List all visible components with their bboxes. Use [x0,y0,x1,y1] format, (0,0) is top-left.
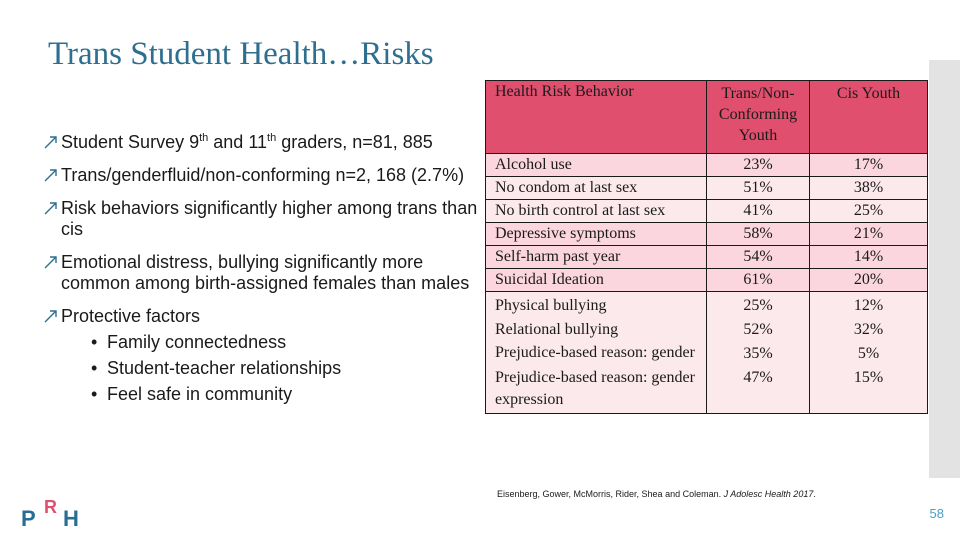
sub-bullet-safe [61,384,482,405]
bullet-trans-count [42,165,482,186]
bullet-emotional-distress [42,252,482,294]
bullying-label: Relational bullying [495,321,619,338]
sub-bullet-marker: • [91,358,98,378]
bullet-text: Protective factors [61,306,201,326]
bullet-text: Student Survey 9 [61,132,200,152]
trans-value: 35% [743,345,773,362]
row-label: Alcohol use [486,154,707,177]
sub-bullet-family [61,332,482,353]
cis-value: 17% [810,154,928,177]
cis-value: 20% [810,269,928,292]
cis-value: 38% [810,177,928,200]
arrow-bullet-icon [43,167,59,183]
row-label: Suicidal Ideation [486,269,707,292]
logo-letter-r: R [44,497,57,517]
trans-value: 51% [707,177,810,200]
sub-bullet-marker: • [91,332,98,352]
trans-value: 25% [743,297,773,314]
arrow-bullet-icon [43,308,59,324]
trans-value: 23% [707,154,810,177]
bullet-list [42,132,482,417]
trans-value: 54% [707,246,810,269]
slide-title: Trans Student Health…Risks [48,36,434,72]
bullying-cis-values [810,292,928,414]
bullet-text: graders, n=81, 885 [276,132,433,152]
trans-value: 61% [707,269,810,292]
logo-letter-p: P [21,506,36,528]
citation-authors: Eisenberg, Gower, McMorris, Rider, Shea and Coleman. [497,489,724,499]
table-row [486,223,928,246]
cis-value: 15% [853,369,884,386]
arrow-bullet-icon [43,134,59,150]
bullet-text: Trans/genderfluid/non-conforming n=2, 168 (2.7%) [61,165,465,185]
bullet-text: Emotional distress, bullying significantly more common among birth-assigned females than males [61,252,470,293]
row-label: No condom at last sex [486,177,707,200]
cis-value: 14% [810,246,928,269]
bullying-label: Prejudice-based reason: gender expression [495,369,695,408]
prh-logo [20,496,84,528]
bullet-text: Risk behaviors significantly higher among trans than cis [61,198,478,239]
bullying-trans-values [707,292,810,414]
bullying-label: Physical bullying [495,297,607,314]
citation [497,489,816,499]
sub-bullet-text: Student-teacher relationships [107,358,342,378]
cis-value: 25% [810,200,928,223]
table-row-bullying [486,292,928,414]
trans-value: 58% [707,223,810,246]
table-row [486,154,928,177]
cis-value: 21% [810,223,928,246]
sub-bullet-teacher [61,358,482,379]
superscript: th [199,132,209,144]
table-row [486,200,928,223]
risk-table [485,80,928,414]
cis-value: 5% [857,345,880,362]
table-row [486,177,928,200]
bullying-labels [486,292,707,414]
trans-value: 52% [743,321,773,338]
header-trans: Trans/Non-Conforming Youth [707,81,810,154]
citation-journal: J Adolesc Health 2017 [723,489,814,499]
row-label: Depressive symptoms [486,223,707,246]
citation-end: . [813,489,816,499]
superscript: th [267,132,277,144]
bullet-protective-factors [42,306,482,405]
bullet-risk-behaviors [42,198,482,240]
row-label: No birth control at last sex [486,200,707,223]
scroll-track [929,60,960,478]
sub-bullet-text: Family connectedness [107,332,287,352]
table-row [486,269,928,292]
page-number: 58 [929,506,944,521]
cis-value: 12% [853,297,884,314]
sub-bullet-text: Feel safe in community [107,384,293,404]
row-label: Self-harm past year [486,246,707,269]
arrow-bullet-icon [43,200,59,216]
header-behavior: Health Risk Behavior [486,81,707,154]
table-header-row [486,81,928,154]
bullet-text: and 11 [208,132,268,152]
trans-value: 41% [707,200,810,223]
arrow-bullet-icon [43,254,59,270]
bullying-label: Prejudice-based reason: gender [495,344,695,361]
cis-value: 32% [853,321,884,338]
sub-bullet-marker: • [91,384,98,404]
trans-value: 47% [743,369,773,386]
logo-letter-h: H [63,506,79,528]
bullet-survey [42,132,482,153]
table-row [486,246,928,269]
header-cis: Cis Youth [810,81,928,154]
